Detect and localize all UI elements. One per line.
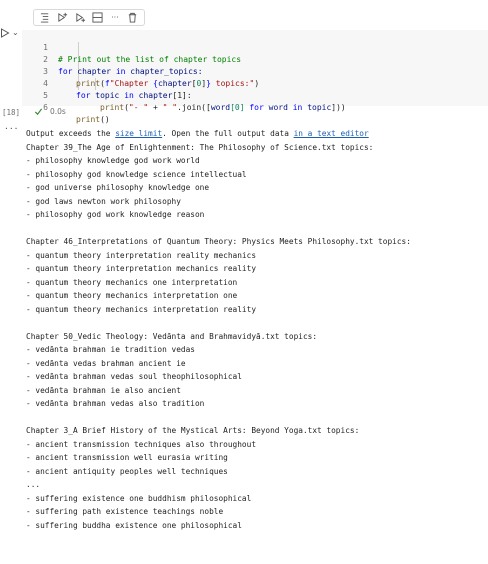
line-number: 3: [43, 67, 48, 76]
output-spacer: [26, 316, 481, 330]
line-number: 1: [43, 43, 48, 52]
check-icon: [34, 107, 43, 116]
output-topic-line: - philosophy god work knowledge reason: [26, 210, 205, 219]
code-token: print: [100, 103, 125, 112]
cell-output: [26, 127, 481, 532]
output-topic-line: - ancient transmission techniques also throughout: [26, 439, 257, 449]
play-icon: [0, 28, 10, 38]
output-spacer: [26, 222, 481, 236]
code-token: chapter: [138, 91, 173, 100]
output-topic-line: - god universe philosophy knowledge one: [26, 183, 210, 192]
output-topic-line: - quantum theory mechanics one interpretation: [26, 277, 238, 287]
output-topic-line: - suffering path existence teachings noble: [26, 507, 224, 516]
output-topic-line: - philosophy knowledge god work world: [26, 156, 200, 165]
code-token: for: [249, 103, 264, 112]
execution-count: [18]: [2, 108, 21, 117]
code-line: [22, 30, 242, 64]
code-token: word: [210, 103, 231, 112]
output-spacer: [26, 411, 481, 425]
output-topic-line: - god laws newton work philosophy: [26, 196, 181, 206]
code-token: (): [100, 115, 110, 124]
code-token: [1]:: [172, 91, 192, 100]
run-above-icon[interactable]: [57, 12, 69, 24]
output-chapter-header: Chapter 46_Interpretations of Quantum Theory: Physics Meets Philosophy.txt topics:: [26, 237, 411, 246]
notice-text: Output exceeds the: [26, 129, 116, 138]
code-token: "Chapter: [109, 79, 154, 88]
cell-toolbar: [33, 9, 145, 26]
code-token: topic: [95, 91, 120, 100]
output-topic-line: - philosophy god knowledge science intellectual: [26, 169, 247, 179]
output-topic-line: - quantum theory interpretation mechanics reality: [26, 264, 257, 273]
code-token: ])): [331, 103, 346, 112]
code-token: chapter: [157, 79, 192, 88]
notice-text: . Open the full output data: [162, 129, 294, 138]
output-topic-line: - suffering existence one buddhism philosophical: [26, 493, 252, 503]
output-truncation-notice: [26, 127, 481, 141]
code-token: }: [206, 79, 211, 88]
code-token: in: [115, 67, 126, 76]
output-topic-line: - ancient transmission well eurasia writing: [26, 453, 228, 462]
code-token: chapter_topics:: [130, 67, 203, 76]
run-below-icon[interactable]: [74, 12, 86, 24]
execution-time: 0.0s: [50, 107, 66, 116]
output-blocks: [26, 141, 481, 533]
output-topic-line: - quantum theory mechanics interpretation one: [26, 291, 238, 300]
output-topic-line: - vedānta vedas brahman ancient ie: [26, 358, 186, 368]
code-token: topic: [307, 103, 332, 112]
code-token: {: [153, 79, 158, 88]
code-token: print: [76, 115, 101, 124]
more-icon[interactable]: ···: [111, 13, 119, 22]
split-lines-icon[interactable]: [40, 12, 52, 24]
output-more-actions-icon[interactable]: ···: [4, 124, 19, 133]
code-token: for: [76, 91, 91, 100]
delete-icon[interactable]: [126, 12, 138, 24]
code-token: 0: [196, 79, 202, 88]
code-token: [0]: [230, 103, 245, 112]
line-number: 5: [43, 91, 48, 100]
output-topic-line: - vedānta brahman ie also ancient: [26, 385, 181, 395]
code-token: +: [148, 103, 163, 112]
code-token: (: [100, 79, 105, 88]
code-token: "- ": [128, 103, 149, 112]
size-limit-link[interactable]: size limit: [115, 129, 163, 138]
code-token: f: [104, 79, 110, 88]
code-comment: # Print out the list of chapter topics: [58, 55, 242, 64]
output-topic-line: - vedānta brahman vedas also tradition: [26, 399, 205, 408]
line-number: 4: [43, 79, 48, 88]
code-token: topics:": [210, 79, 255, 88]
code-token: print: [76, 79, 101, 88]
code-token: .join([: [177, 103, 211, 112]
code-token: in: [292, 103, 303, 112]
output-topic-line: ...: [26, 480, 41, 489]
line-number: 2: [43, 55, 48, 64]
output-topic-line: - suffering buddha existence one philosophical: [26, 520, 242, 530]
code-token: for: [58, 67, 73, 76]
chevron-down-icon[interactable]: ⌄: [12, 28, 19, 37]
split-cell-icon[interactable]: [92, 12, 104, 24]
execution-status: [34, 107, 66, 116]
output-topic-line: - quantum theory mechanics interpretation reality: [26, 304, 257, 314]
code-token: in: [124, 91, 134, 100]
output-topic-line: - ancient antiquity peoples well techniques: [26, 466, 228, 476]
output-topic-line: - quantum theory interpretation reality mechanics: [26, 250, 257, 260]
code-token: chapter: [77, 67, 111, 76]
output-chapter-header: Chapter 50_Vedic Theology: Vedānta and Brahmavidyā.txt topics:: [26, 331, 318, 341]
code-token: ): [254, 79, 260, 88]
code-line: 5 print("- " + " ".join([word[0] for word in topic])): [22, 78, 41, 90]
code-token: ]: [201, 79, 207, 88]
output-topic-line: - vedānta brahman vedas soul theophilosophical: [26, 372, 242, 381]
code-token: [: [191, 79, 197, 88]
output-chapter-header: Chapter 3_A Brief History of the Mystical Arts: Beyond Yoga.txt topics:: [26, 426, 360, 435]
output-topic-line: - vedānta brahman ie tradition vedas: [26, 345, 195, 354]
code-token: " ": [162, 103, 178, 112]
line-number: 6: [43, 103, 48, 112]
code-token: word: [268, 103, 288, 112]
output-chapter-header: Chapter 39_The Age of Enlightenment: The Philosophy of Science.txt topics:: [26, 142, 374, 152]
open-in-text-editor-link[interactable]: in a text editor: [293, 129, 369, 138]
